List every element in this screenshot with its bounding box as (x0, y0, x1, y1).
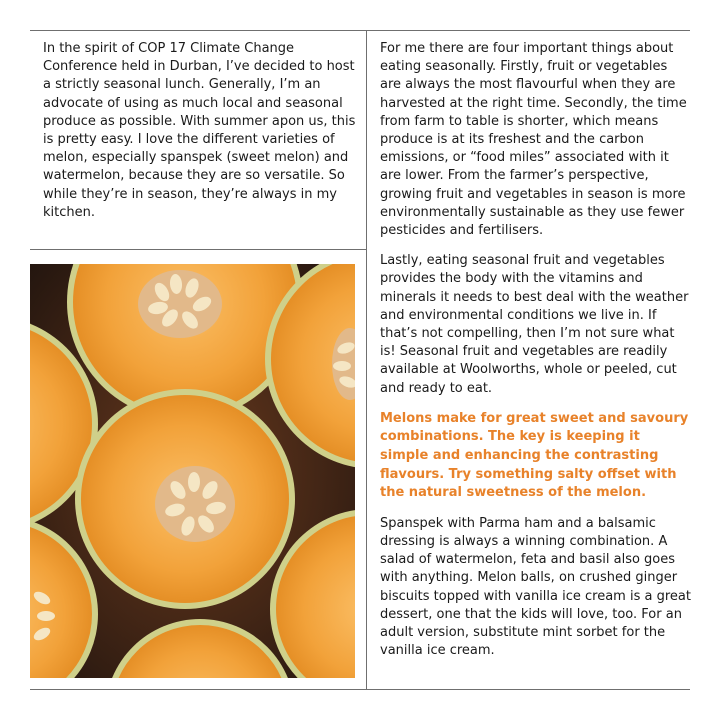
article-paragraph-2: Lastly, eating seasonal fruit and vegetables provides the body with the vitamins and minerals it needs to best deal with the weather and environmental conditions we live in. If that’s not compelling, then I’m not sure what is! Seasonal fruit and vegetables are readily available at Woolworths, whole or peeled, cut and ready to eat. (380, 253, 689, 396)
pull-quote: Melons make for great sweet and savoury combinations. The key is keeping it simple and enhancing the contrasting flavours. Try something salty offset with the natural sweetness of the melon. (380, 410, 689, 501)
article-paragraph-1: For me there are four important things about eating seasonally. Firstly, fruit or vegetables are always the most flavourful when they are harvested at the right time. Secondly, the time from farm to table is shorter, which means produce is at its freshest and the carbon emissions, or “food miles” associated with it are lower. From the farmer’s perspective, growing fruit and vegetables in season is more environmentally sustainable as they use fewer pesticides and fertilisers. (380, 41, 687, 239)
column-divider-rule (366, 30, 367, 690)
article-paragraph-3: Spanspek with Parma ham and a balsamic dressing is always a winning combination. A salad of watermelon, feta and basil also goes with anything. Melon balls, on crushed ginger biscuits topped with vanilla ice cream is a great dessert, one that the kids will love, too. For an adult version, substitute mint sorbet for the vanilla ice cream. (380, 515, 691, 659)
article-column (380, 40, 692, 672)
melon-photo (30, 264, 355, 678)
intro-divider-rule (30, 249, 366, 250)
top-rule (30, 30, 690, 31)
intro-paragraph: In the spirit of COP 17 Climate Change Conference held in Durban, I’ve decided to host a strictly seasonal lunch. Generally, I’m an advocate of using as much local and seasonal produce as possible. With summer apon us, this is pretty easy. I love the different varieties of melon, especially spanspek (sweet melon) and watermelon, because they are so versatile. So while they’re in season, they’re always in my kitchen. (43, 41, 356, 220)
bottom-rule (30, 689, 690, 690)
